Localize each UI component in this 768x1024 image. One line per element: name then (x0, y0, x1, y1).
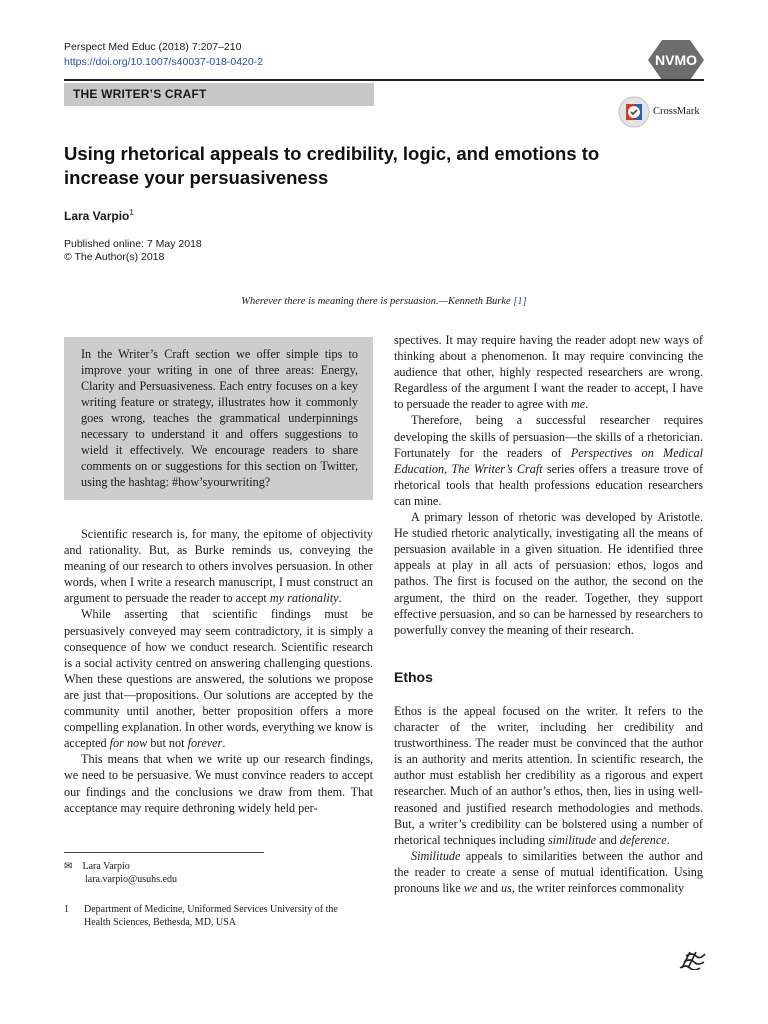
text-run: spectives. It may require having the reader adopt new ways of thinking about a phenomenon. It may require convincing the audience that other, highly respected researchers are wrong. Regardless of the argument I want the reader to accept, I have to persuade the reader to agree with (394, 333, 703, 412)
section-intro-box (64, 337, 373, 500)
author-affil-mark: 1 (129, 208, 134, 217)
epigraph (0, 296, 768, 307)
paragraph (64, 606, 373, 751)
body-right-column-ethos (394, 703, 703, 896)
article-title: Using rhetorical appeals to credibility, logic, and emotions to increase your persuasiveness (64, 143, 600, 188)
text-run: While asserting that scientific findings must be persuasively conveyed may seem contradictory, it is simply a consequence of how we conduct research. Scientific research is a social activity centred on answering challenging questions. When these questions are answered, the solutions we propose are just that—propositions. Our solutions are accepted by the community until another, better proposition offers a more compelling explanation. In other words, everything we know is accepted (64, 607, 373, 751)
footnote-rule (64, 852, 264, 853)
text-emphasis: we (463, 881, 478, 896)
affiliation-number: 1 (64, 904, 69, 915)
text-run: but not (147, 736, 188, 751)
text-run: and (596, 832, 620, 847)
text-emphasis: me (570, 397, 586, 412)
section-label-text: THE WRITER’S CRAFT (73, 87, 207, 101)
author-name (64, 208, 134, 223)
text-run: Therefore, being a successful researcher requires developing the skills of persuasion—the skills of a rhetorician. Fortunately for the readers of (394, 413, 703, 460)
contact-email[interactable]: lara.varpio@usuhs.edu (85, 874, 177, 885)
copyright: © The Author(s) 2018 (64, 251, 165, 263)
section-heading-ethos: Ethos (394, 669, 433, 685)
text-emphasis: for now (109, 736, 148, 751)
envelope-icon: ✉ (64, 861, 73, 872)
body-left-column (64, 526, 373, 816)
contact-name: Lara Varpio (82, 861, 130, 872)
corresponding-author (64, 860, 177, 886)
journal-header (64, 40, 263, 70)
text-run: . (338, 591, 342, 606)
nvmo-logo-text: NVMO (655, 52, 697, 68)
text-emphasis: similitude (548, 832, 597, 847)
nvmo-logo (648, 38, 704, 82)
paragraph (64, 526, 373, 606)
body-right-column (394, 332, 703, 638)
text-run: . (222, 736, 226, 751)
text-emphasis: forever (187, 736, 223, 751)
epigraph-text: Wherever there is meaning there is persuasion.—Kenneth Burke (241, 296, 514, 307)
text-run: appeals to similarities between the author and the reader to create a sense of mutual identification. Using pronouns like (394, 848, 703, 896)
crossmark-icon (618, 96, 650, 128)
text-run: series offers a treasure trove of rhetorical tools that health professions education researchers can mine. (394, 461, 703, 508)
paragraph: A primary lesson of rhetoric was developed by Aristotle. He studied rhetoric analytically, investigating all the means of persuasion available in a given situation. He identified three appeals at play in all acts of persuasion: ethos, logos and pathos. The first is focused on the author, the second on the argument, the third on the reader. Together, they support effective persuasion, and so can be harnessed by researchers to powerfully convey the meaning of their research. (394, 510, 703, 637)
text-run: and (477, 881, 501, 896)
section-intro-text: In the Writer’s Craft section we offer simple tips to improve your writing in one of three areas: Energy, Clarity and Persuasiveness. Each entry focuses on a key writing feature or strategy, illustrates how it commonly goes wrong, teaches the grammatical underpinnings necessary to understand it and offers suggestions to wield it effectively. We encourage readers to share comments on or suggestions for this section on Twitter, using the hashtag: #how’syourwriting? (81, 347, 358, 489)
paragraph (394, 332, 703, 412)
epigraph-ref-link[interactable]: [1] (513, 296, 527, 307)
affiliation-text: Department of Medicine, Uniformed Services University of the Health Sciences, Bethesda, MD, USA (84, 904, 338, 928)
publication-info (64, 238, 202, 264)
affiliation-footnote (64, 903, 364, 929)
text-emphasis: Similitude (411, 848, 461, 863)
author-text: Lara Varpio (64, 209, 130, 223)
text-run: the writer reinforces commonality (514, 881, 685, 896)
text-emphasis: Perspectives on Medical Education, The Writer’s Craft (394, 445, 703, 476)
paragraph (394, 703, 703, 848)
text-run: Ethos is the appeal focused on the writer. It refers to the character of the writer, including her credibility and trustworthiness. The reader must be convinced that the author is an authority and merits attention. In scientific research, the author must establish her credibility as a rigorous and expert researcher. Much of an author’s ethos, then, lies in using well-reasoned and justified research methodologies and methods. But, a writer’s credibility can be bolstered using a number of rhetorical techniques including (394, 704, 703, 847)
doi-link[interactable]: https://doi.org/10.1007/s40037-018-0420-2 (64, 56, 264, 68)
section-label (64, 83, 374, 106)
springer-logo (678, 948, 706, 970)
crossmark-label: CrossMark (653, 106, 700, 117)
text-emphasis: deference (619, 832, 667, 847)
text-emphasis: my rationality (269, 591, 339, 606)
published-date: Published online: 7 May 2018 (64, 238, 202, 250)
text-emphasis: us, (500, 881, 515, 896)
text-run: Scientific research is, for many, the epitome of objectivity and rationality. But, as Burke reminds us, conveying the meaning of our research to others involves persuasion. In other words, when I write a research manuscript, I must construct an argument to persuade the reader to accept (64, 527, 373, 606)
header-rule (64, 79, 704, 81)
paragraph: This means that when we write up our research findings, we need to be persuasive. We must convince readers to accept our findings and the conclusions we draw from them. That acceptance may require dethroning widely held per- (64, 752, 373, 815)
paragraph (394, 848, 703, 896)
paragraph (394, 412, 703, 509)
text-run: . (585, 397, 589, 412)
text-run: . (666, 832, 670, 847)
journal-citation: Perspect Med Educ (2018) 7:207–210 (64, 41, 242, 53)
